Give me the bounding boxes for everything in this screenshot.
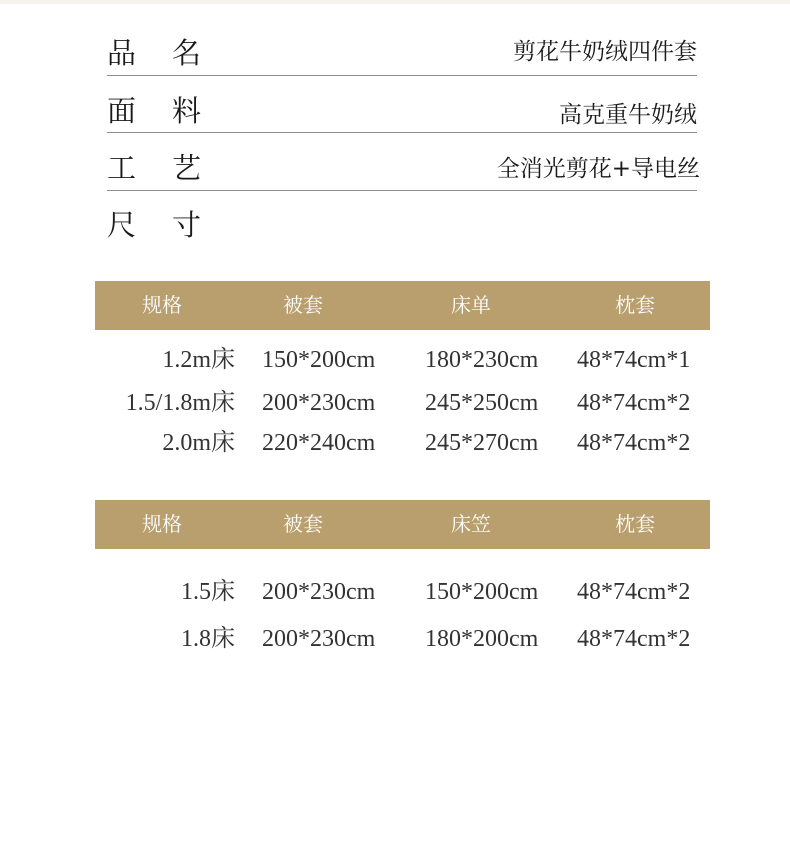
header-duvet: 被套 [283,293,323,317]
craft-label: 工艺 [107,151,238,185]
header-sheet: 床单 [451,293,491,317]
spec-table-1 [95,281,710,466]
header-spec: 规格 [142,512,182,536]
table-header [95,281,710,330]
header-pillowcase: 枕套 [615,512,655,536]
cell-pillowcase: 48*74cm*2 [577,430,691,456]
info-row-fabric [107,89,697,133]
table-row [95,385,710,421]
cell-pillowcase: 48*74cm*2 [577,579,691,605]
cell-sheet: 245*250cm [425,390,539,416]
cell-size: 2.0m床 [162,430,235,456]
cell-duvet: 150*200cm [262,347,376,373]
cell-fitted-sheet: 150*200cm [425,579,539,605]
cell-pillowcase: 48*74cm*1 [577,347,691,373]
cell-size: 1.5/1.8m床 [125,390,235,416]
cell-sheet: 245*270cm [425,430,539,456]
cell-pillowcase: 48*74cm*2 [577,626,691,652]
product-name-label: 品名 [107,36,238,70]
cell-size: 1.2m床 [162,347,235,373]
info-row-craft [107,146,700,191]
cell-size: 1.8床 [181,626,235,652]
cell-fitted-sheet: 180*200cm [425,626,539,652]
table-header [95,500,710,549]
cell-duvet: 220*240cm [262,430,376,456]
cell-pillowcase: 48*74cm*2 [577,390,691,416]
cell-size: 1.5床 [181,579,235,605]
cell-duvet: 200*230cm [262,579,376,605]
product-name-value: 剪花牛奶绒四件套 [513,39,697,65]
header-pillowcase: 枕套 [615,293,655,317]
spec-table-2 [95,500,710,665]
info-row-size [107,203,697,243]
table-row [95,621,710,657]
table-row [95,574,710,610]
fabric-value: 高克重牛奶绒 [559,102,697,128]
table-row [95,425,710,461]
cell-sheet: 180*230cm [425,347,539,373]
header-spec: 规格 [142,293,182,317]
info-row-product-name [107,31,697,76]
table-row [95,342,710,378]
cell-duvet: 200*230cm [262,390,376,416]
top-strip [0,0,790,4]
cell-duvet: 200*230cm [262,626,376,652]
fabric-label: 面料 [107,94,238,128]
header-fitted-sheet: 床笠 [451,512,491,536]
craft-value: 全消光剪花+导电丝 [496,156,700,182]
size-label: 尺寸 [107,208,238,242]
header-duvet: 被套 [283,512,323,536]
